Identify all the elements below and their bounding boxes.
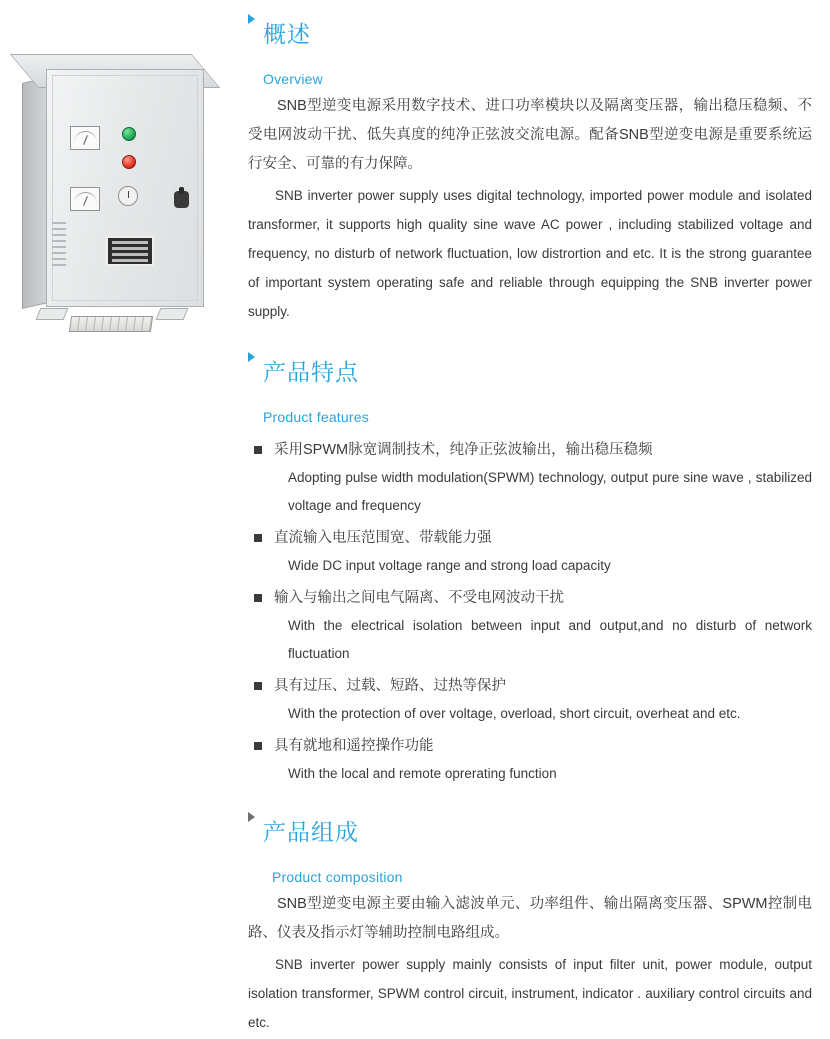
feature-label-cn: 具有就地和遥控操作功能: [274, 738, 434, 755]
feature-text-cn: [248, 732, 812, 760]
feature-text-en: With the local and remote oprerating function: [288, 766, 557, 782]
ammeter-gauge-icon: [70, 187, 100, 211]
feature-label-cn: 直流输入电压范围宽、带载能力强: [274, 530, 492, 547]
feature-text-cn: [248, 584, 812, 612]
hour-meter-icon: [118, 186, 138, 206]
features-list: [248, 436, 812, 788]
terminal-strip: [69, 316, 153, 332]
triangle-bullet-icon: [248, 812, 255, 822]
section-overview: [248, 0, 812, 326]
square-bullet-icon: [254, 682, 262, 690]
composition-body-en: SNB inverter power supply mainly consists of input filter unit, power module, output isolation transformer, SPWM control circuit, instrument, indicator . auxiliary control circuits and etc.: [248, 957, 812, 1031]
section-title-en: Product features: [263, 409, 369, 426]
section-product-features: [248, 338, 812, 788]
section-title-cn: 产品组成: [263, 819, 359, 846]
square-bullet-icon: [254, 742, 262, 750]
composition-body-cn: SNB型逆变电源主要由输入滤波单元、功率组件、输出隔离变压器、SPWM控制电路、仪表及指示灯等辅助控制电路组成。: [248, 896, 812, 942]
overview-body-en: SNB inverter power supply uses digital technology, imported power module and isolated transformer, it supports high quality sine wave AC power , including stabilized voltage and frequency, no disturb of network fluctuation, low distrortion and etc. It is the strong guarantee of important system operating safe and reliable through equipping the SNB inverter power supply.: [248, 188, 812, 320]
feature-text-cn: [248, 436, 812, 464]
square-bullet-icon: [254, 534, 262, 542]
rotary-switch-knob-icon: [174, 191, 189, 208]
section-title-cn: 产品特点: [263, 359, 359, 386]
overview-body-cn: SNB型逆变电源采用数字技术、进口功率模块以及隔离变压器，输出稳压稳频、不受电网波动干扰、低失真度的纯净正弦波交流电源。配备SNB型逆变电源是重要系统运行安全、可靠的有力保障。: [248, 98, 812, 173]
list-item: [248, 732, 812, 788]
feature-text-en: Adopting pulse width modulation(SPWM) technology, output pure sine wave , stabilized voltage and frequency: [288, 470, 812, 514]
feature-label-cn: 采用SPWM脉宽调制技术，纯净正弦波输出，输出稳压稳频: [274, 442, 653, 459]
product-image: [8, 36, 233, 336]
content-column: [248, 0, 812, 1039]
list-item: [248, 436, 812, 520]
section-title-en: Overview: [263, 71, 323, 88]
list-item: [248, 584, 812, 668]
control-panel-display: [106, 236, 154, 266]
ventilation-louvers-icon: [52, 222, 66, 270]
list-item: [248, 524, 812, 580]
voltmeter-gauge-icon: [70, 126, 100, 150]
features-heading: [248, 338, 812, 406]
section-title-cn: 概述: [263, 21, 311, 48]
feature-text-en: Wide DC input voltage range and strong load capacity: [288, 558, 611, 574]
feature-text-cn: [248, 524, 812, 552]
cabinet-foot-left: [36, 308, 69, 320]
composition-heading: [248, 798, 812, 866]
feature-label-cn: 具有过压、过载、短路、过热等保护: [274, 678, 506, 695]
triangle-bullet-icon: [248, 352, 255, 362]
cabinet-side-panel: [22, 77, 48, 309]
section-product-composition: [248, 798, 812, 1037]
overview-heading: [248, 0, 812, 68]
indicator-lamp-green-icon: [122, 127, 136, 141]
cabinet-foot-right: [156, 308, 189, 320]
square-bullet-icon: [254, 594, 262, 602]
triangle-bullet-icon: [248, 14, 255, 24]
section-title-en: Product composition: [272, 869, 403, 886]
feature-text-en: With the electrical isolation between input and output,and no disturb of network fluctuation: [288, 618, 812, 662]
feature-text-cn: [248, 672, 812, 700]
square-bullet-icon: [254, 446, 262, 454]
indicator-lamp-red-icon: [122, 155, 136, 169]
feature-text-en: With the protection of over voltage, overload, short circuit, overheat and etc.: [288, 706, 741, 722]
list-item: [248, 672, 812, 728]
feature-label-cn: 输入与输出之间电气隔离、不受电网波动干扰: [274, 590, 564, 607]
